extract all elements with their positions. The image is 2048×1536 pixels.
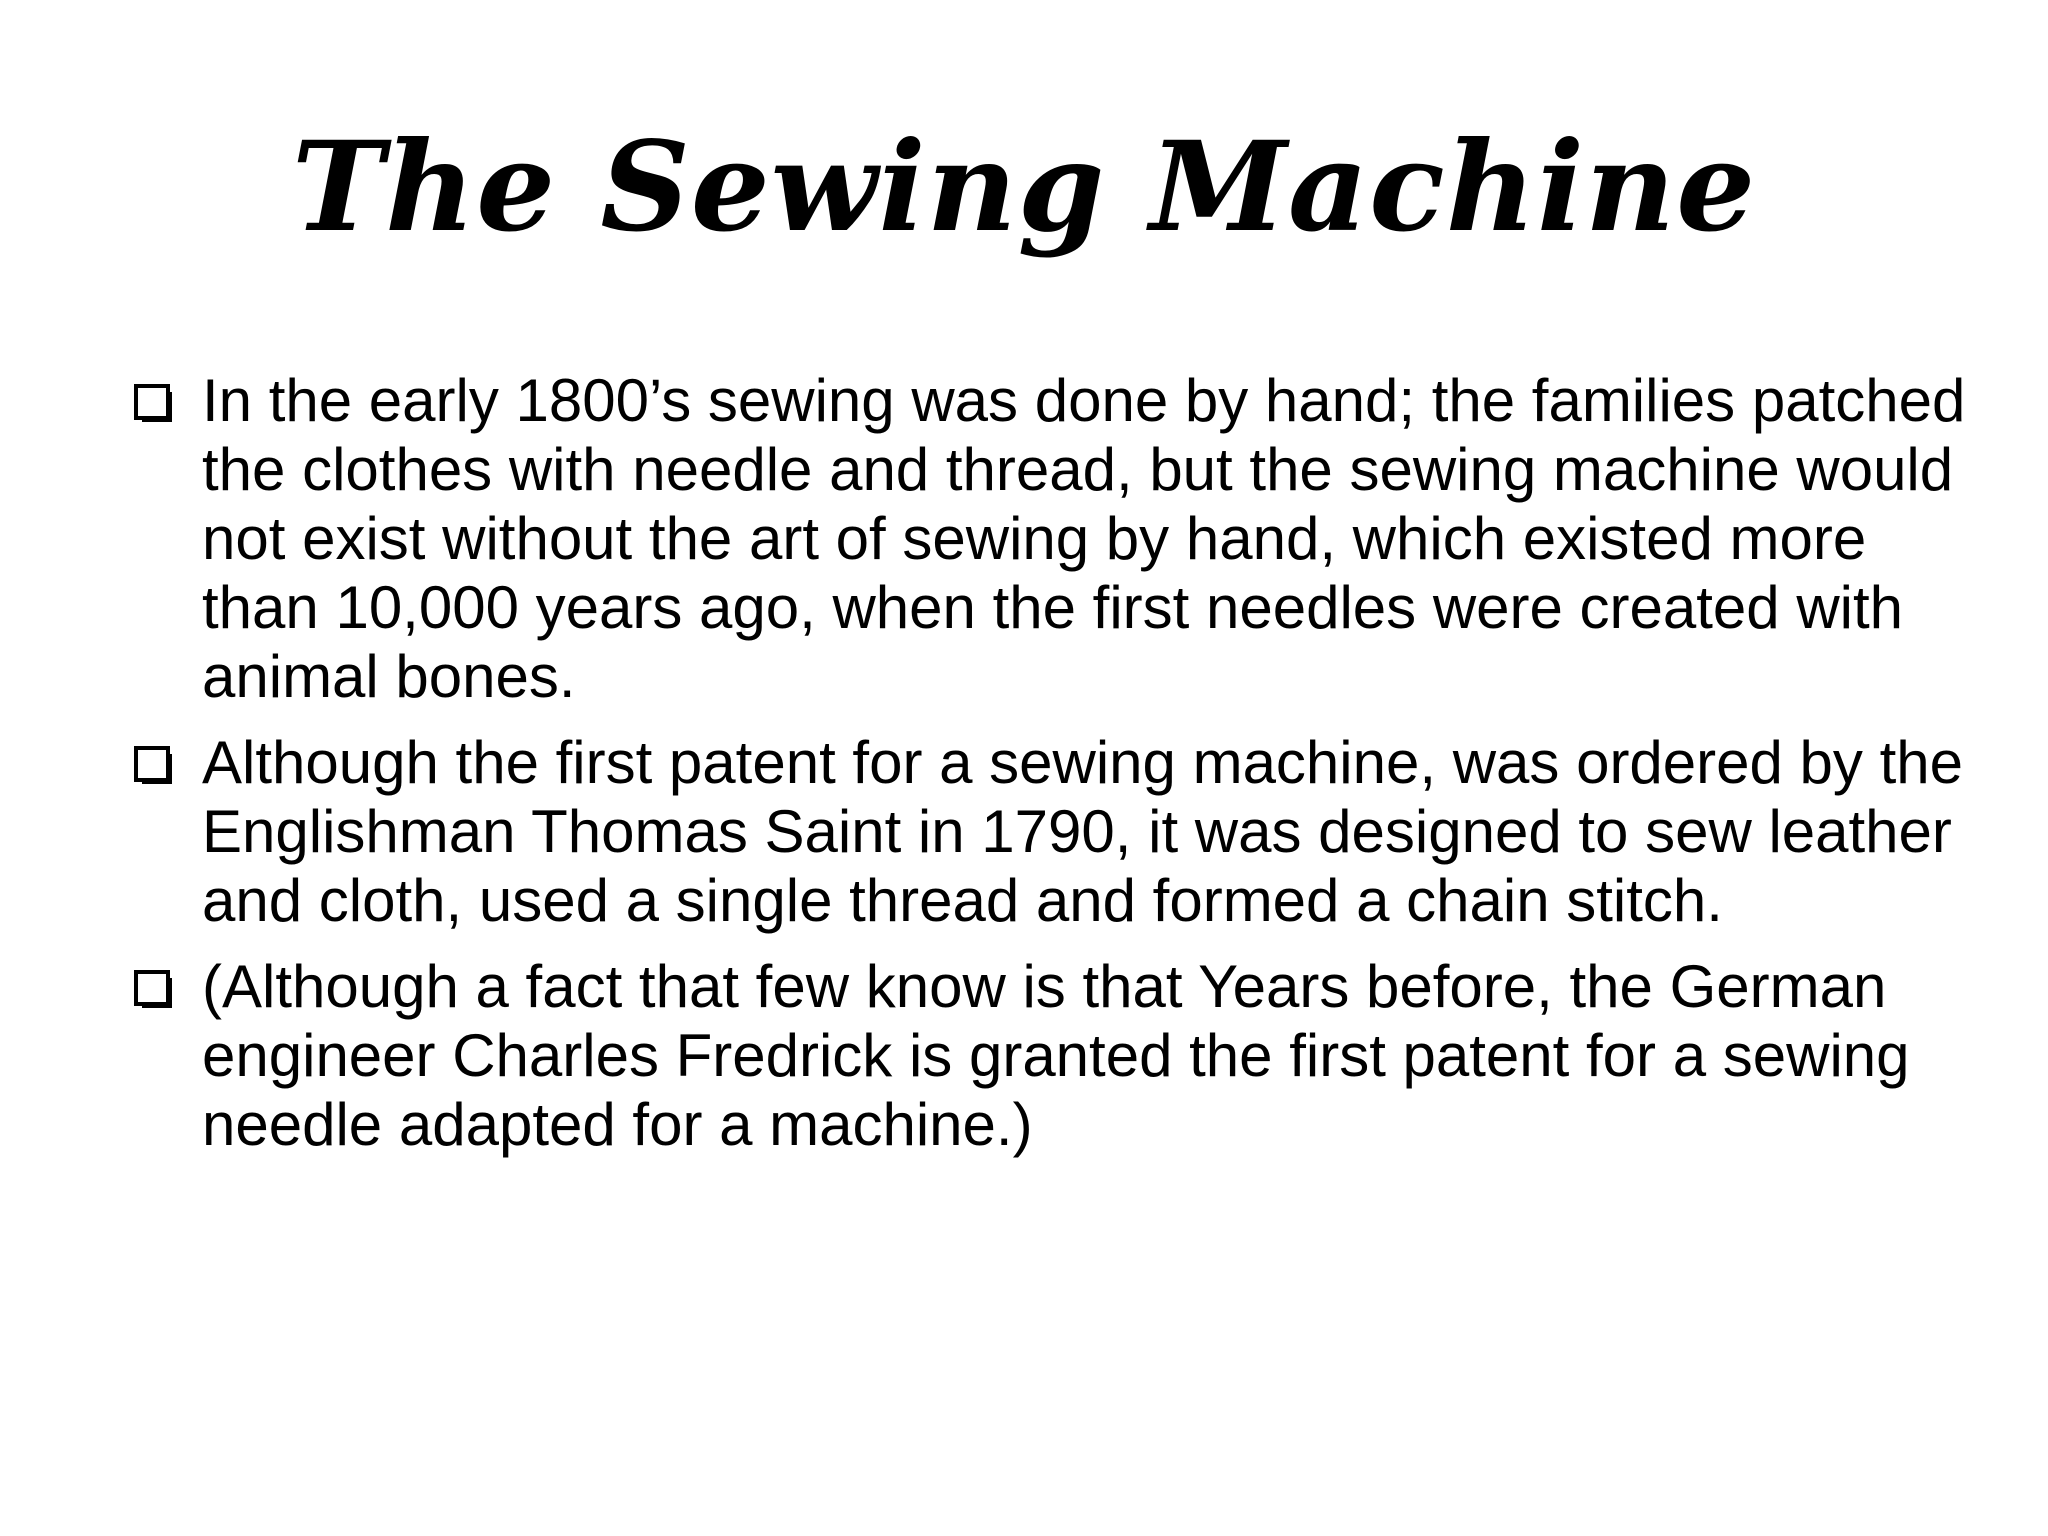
checkbox-outline-icon <box>134 970 174 1010</box>
bullet-list <box>128 366 1968 1176</box>
bullet-text: Although the first patent for a sewing machine, was ordered by the Englishman Thomas Saint in 1790, it was designed to sew leather and cloth, used a single thread and formed a chain stitch. <box>202 729 1964 934</box>
bullet-item-2 <box>128 728 1968 935</box>
checkbox-outline-icon <box>134 746 174 786</box>
checkbox-outline-icon <box>134 384 174 424</box>
bullet-text: (Although a fact that few know is that Years before, the German engineer Charles Fredrick is granted the first patent for a sewing needle adapted for a machine.) <box>202 953 1910 1158</box>
slide-title: The Sewing Machine <box>291 115 1757 260</box>
bullet-item-3 <box>128 952 1968 1159</box>
bullet-item-1 <box>128 366 1968 711</box>
bullet-text: In the early 1800’s sewing was done by hand; the families patched the clothes with needle and thread, but the sewing machine would not exist without the art of sewing by hand, which existed more than 10,000 years ago, when the first needles were created with animal bones. <box>202 367 1966 710</box>
